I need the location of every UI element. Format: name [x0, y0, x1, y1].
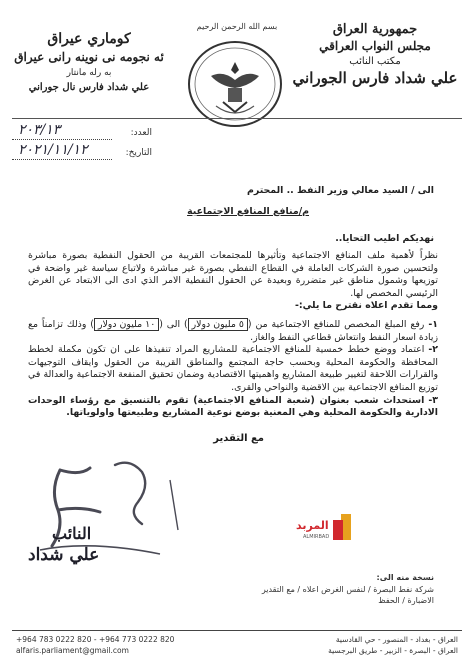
footer-divider: [12, 630, 462, 631]
proposal-list: [28, 318, 438, 420]
letterhead-left-kurdish: [14, 30, 164, 96]
kurdish-parliament-label: به رله مانتار: [66, 68, 112, 78]
item-text-bold: استحداث شعب بعنوان (شعبة المنافع الاجتماعية) تقوم بالتنسيق مع رؤساء الوحدات الادارية والحكومة المحلية وهي المعنية بوضع نوعية المشاريع وطبيعتها واولوياتها.: [28, 394, 438, 419]
addressee: الى / السيد معالي وزير النفط .. المحترم: [247, 185, 434, 196]
list-item: [28, 318, 438, 344]
kurdish-mp-name: علي شداد فارس نال جوراني: [28, 82, 150, 93]
copies-title: نسخة منه الى:: [376, 573, 434, 582]
item-text-mid: ) الى (: [159, 319, 188, 330]
footer-address: [328, 634, 458, 656]
date-dotted-line: [12, 159, 112, 160]
item-number: ٣-: [428, 394, 438, 406]
item-text-pre: رفع المبلغ المخصص للمنافع الاجتماعية من (: [247, 319, 425, 330]
item-number: ٢-: [428, 344, 438, 356]
address-basra: العراق - البصرة - الزبير - طريق البرجسية: [328, 646, 458, 655]
proposal-intro: ومما تقدم اعلاه نقترح ما يلي:-: [294, 300, 438, 311]
item-text: اعتماد ووضع خطط خمسية للمنافع الاجتماعية للمشاريع المراد تنفيذها على ان تكون مكملة لخطط المحافظة والحكومة المحلية وبحسب حاجة المجتمع والمناطق القريبة من الحقول وايقاف التوجيهات والقرارات اللاحقة لتغيير طبيعة المشاريع واهميتها الاقتصادية وضمان تحقيق المنفعة الاجتماعية والعدالة في توزيع المنافع الاجتماعية بين الاقضية والنواحي والقرى.: [28, 344, 438, 393]
kurdish-council-name: ئه نجومه نى نوينه رانى عيراق: [14, 50, 164, 64]
signatory-title: النائب: [52, 524, 92, 543]
watermark-subtext: ALMIRBAD: [303, 534, 330, 540]
country-name: جمهورية العراق: [332, 22, 418, 37]
date-value: ٢٠٢١/١١/١٢: [18, 142, 88, 158]
address-baghdad: العراق - بغداد - المنصور - حي القادسية: [335, 635, 458, 644]
signatory-name: علي شداد: [28, 545, 100, 565]
footer-contact: [16, 634, 174, 656]
greeting: نهديكم اطيب التحايا..: [335, 233, 434, 244]
paragraph-intro: نظراً لأهمية ملف المنافع الاجتماعية وتأثيرها للمجتمعات القريبة من الحقول النفطية بصورة مباشرة ولتحسين صورة الشركات العاملة في القطاع النفطي بصورة غير مباشرة ولاتباع سياسة غير واضحة في توزيعها وشمول مناطق غير متضررة وبعيدة عن الحقول النفطية الامر الذي ادى الى الابتعاد عن الغرض الرئيسي المخصص لها.: [28, 250, 438, 299]
almirbad-logo-icon: [295, 510, 355, 554]
kurdish-country-name: كوماري عيراق: [47, 31, 131, 47]
copy-recipient: الاضبارة / الحفظ: [378, 596, 434, 605]
item-number: ١-: [428, 319, 438, 330]
copy-recipient: شركة نفط البصرة / لنفس الغرض اعلاه / مع التقدير: [261, 585, 434, 594]
office-name: مكتب النائب: [349, 56, 401, 67]
number-label: العدد:: [130, 128, 152, 138]
letterhead-right: [290, 22, 460, 86]
closing-regards: مع التقدير: [213, 433, 264, 444]
number-value: ٢٠٣/١٣: [18, 122, 61, 138]
mp-name: علي شداد فارس الجوراني: [292, 69, 458, 87]
date-label: التاريخ:: [125, 148, 152, 158]
council-name: مجلس النواب العراقي: [319, 39, 431, 53]
header-divider: [12, 118, 462, 119]
copies-to-block: [262, 572, 434, 606]
phone-numbers: +964 783 0222 820 - +964 773 0222 820: [16, 635, 175, 644]
email-address: alfaris.parliament@gmail.com: [16, 646, 129, 655]
amount-to: ١٠ مليون دولار: [94, 318, 159, 331]
subject-line: م/منافع المنافع الاجتماعية: [187, 206, 309, 217]
reference-block: [12, 122, 152, 162]
watermark-text: المربد: [296, 519, 329, 532]
basmala: بسم الله الرحمن الرحيم: [196, 22, 278, 31]
list-item: [28, 395, 438, 420]
item-text-post: ) وذلك تزامناً مع زيادة اسعار النفط وانتعاش قطاعي النفط والغاز.: [28, 319, 438, 343]
amount-from: ٥ مليون دولار: [188, 318, 248, 331]
number-dotted-line: [12, 139, 112, 140]
list-item: [28, 344, 438, 394]
